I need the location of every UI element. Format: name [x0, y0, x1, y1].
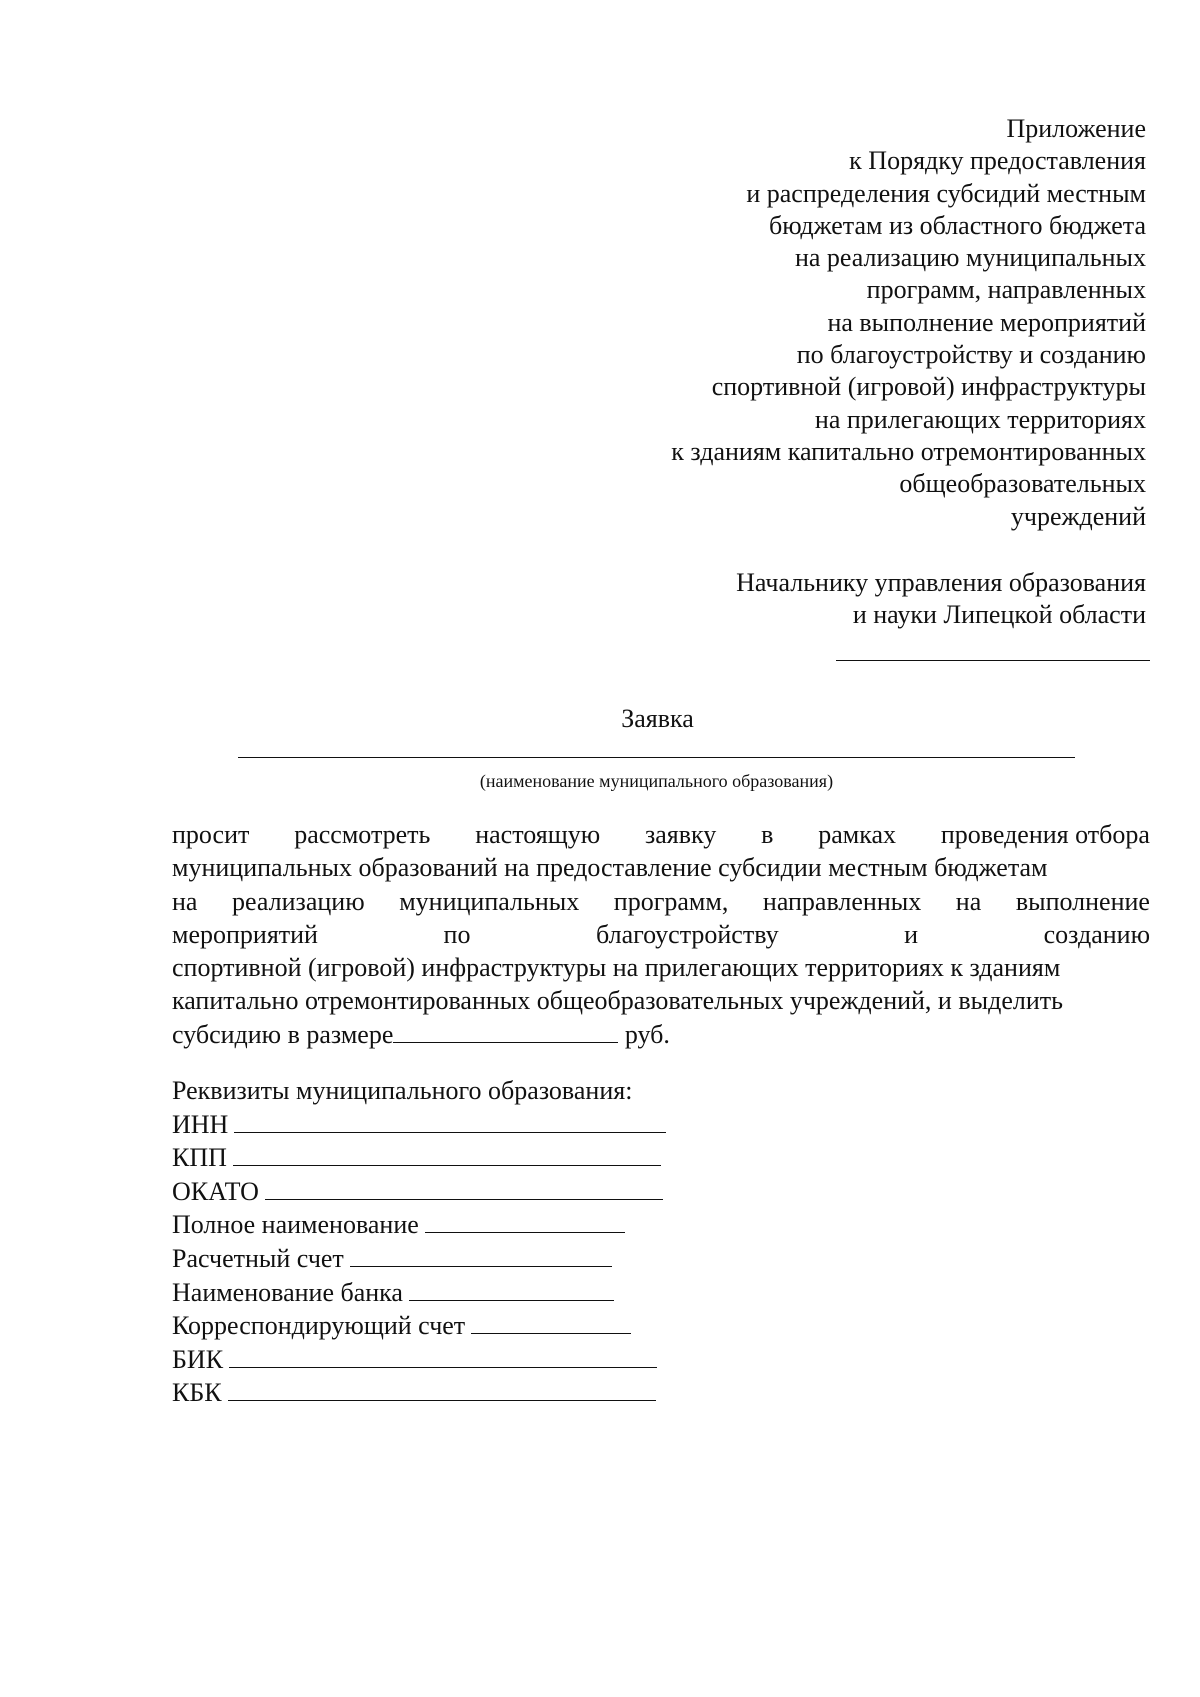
body-word: рассмотреть	[294, 820, 431, 849]
requisite-row-okato	[172, 1175, 666, 1209]
body-word: заявку	[644, 820, 717, 849]
requisite-row-bank-name	[172, 1276, 666, 1310]
requisite-row-kpp	[172, 1141, 666, 1175]
body-line: капитально отремонтированных общеобразовательных учреждений, и выделить	[172, 986, 1063, 1016]
body-word: рамках	[818, 820, 896, 849]
body-word: проведения отбора	[940, 820, 1150, 849]
body-word: по	[443, 919, 471, 949]
requisite-label: БИК	[172, 1344, 224, 1374]
requisite-label: ОКАТО	[172, 1176, 259, 1206]
body-word: направленных	[762, 886, 922, 916]
addressee-line: Начальнику управления образования	[736, 568, 1146, 597]
appendix-line: Приложение	[1006, 114, 1146, 143]
document-title: Заявка	[621, 704, 694, 733]
body-word: благоустройству	[596, 919, 779, 949]
body-line: муниципальных образований на предоставление субсидии местным бюджетам	[172, 853, 1048, 883]
body-word: выполнение	[1015, 886, 1150, 916]
requisites-block	[172, 1075, 666, 1410]
body-line	[172, 818, 1150, 851]
appendix-line: бюджетам из областного бюджета	[769, 210, 1146, 240]
appendix-line: к зданиям капитально отремонтированных	[671, 436, 1146, 466]
body-word: просит	[172, 820, 250, 849]
subsidy-amount-blank[interactable]	[393, 1018, 618, 1043]
requisite-row-account	[172, 1242, 666, 1276]
requisite-row-kbk	[172, 1376, 666, 1410]
appendix-line: на реализацию муниципальных	[794, 243, 1146, 273]
appendix-line: на выполнение мероприятий	[827, 307, 1146, 337]
body-word: и	[904, 919, 919, 949]
requisite-label: Корреспондирующий счет	[172, 1311, 466, 1341]
appendix-line: спортивной (игровой) инфраструктуры	[711, 372, 1146, 402]
requisite-row-full-name	[172, 1208, 666, 1242]
requisite-label: КПП	[172, 1143, 227, 1173]
requisite-row-corr-account	[172, 1309, 666, 1343]
addressee-line: и науки Липецкой области	[852, 600, 1146, 629]
body-word: настоящую	[475, 820, 601, 849]
appendix-line: и распределения субсидий местным	[746, 178, 1146, 208]
body-word: созданию	[1043, 919, 1150, 949]
corr-account-blank[interactable]	[471, 1309, 631, 1334]
kbk-blank[interactable]	[228, 1376, 656, 1401]
appendix-line: к Порядку предоставления	[849, 146, 1146, 176]
kpp-blank[interactable]	[233, 1141, 661, 1166]
inn-blank[interactable]	[234, 1108, 666, 1133]
requisite-label: Наименование банка	[172, 1277, 403, 1307]
bank-name-blank[interactable]	[409, 1276, 614, 1301]
appendix-line: учреждений	[1010, 501, 1146, 531]
full-name-blank[interactable]	[425, 1208, 625, 1233]
requisite-row-bik	[172, 1343, 666, 1377]
requisite-label: Полное наименование	[172, 1210, 419, 1240]
amount-prefix: субсидию в размере	[172, 1019, 394, 1049]
appendix-line: программ, направленных	[866, 275, 1146, 305]
appendix-line: на прилегающих территориях	[814, 404, 1146, 434]
appendix-block	[671, 113, 1146, 533]
body-line: спортивной (игровой) инфраструктуры на прилегающих территориях к зданиям	[172, 953, 1061, 983]
bik-blank[interactable]	[229, 1343, 657, 1368]
body-line	[172, 918, 1150, 951]
body-word: на	[955, 886, 982, 916]
municipality-caption: (наименование муниципального образования)	[479, 771, 834, 791]
body-word: на	[172, 886, 198, 916]
appendix-line: общеобразовательных	[899, 469, 1146, 499]
requisite-label: ИНН	[172, 1109, 229, 1139]
body-word: реализацию	[232, 886, 365, 916]
account-blank[interactable]	[350, 1242, 612, 1267]
appendix-line: по благоустройству и созданию	[796, 340, 1146, 370]
requisite-label: Расчетный счет	[172, 1243, 344, 1273]
body-word: программ,	[613, 886, 729, 916]
body-word: муниципальных	[399, 886, 580, 916]
body-line	[172, 885, 1150, 918]
requisite-label: КБК	[172, 1378, 222, 1408]
amount-suffix: руб.	[624, 1019, 670, 1049]
addressee-block	[736, 567, 1146, 631]
requisites-heading: Реквизиты муниципального образования:	[172, 1076, 633, 1105]
municipality-name-blank[interactable]	[238, 757, 1075, 758]
request-body	[172, 818, 1150, 1051]
addressee-name-blank[interactable]	[836, 660, 1150, 661]
body-line	[172, 1018, 1150, 1051]
body-word: мероприятий	[172, 919, 318, 949]
okato-blank[interactable]	[265, 1175, 663, 1200]
body-word: в	[761, 820, 774, 849]
requisite-row-inn	[172, 1108, 666, 1142]
